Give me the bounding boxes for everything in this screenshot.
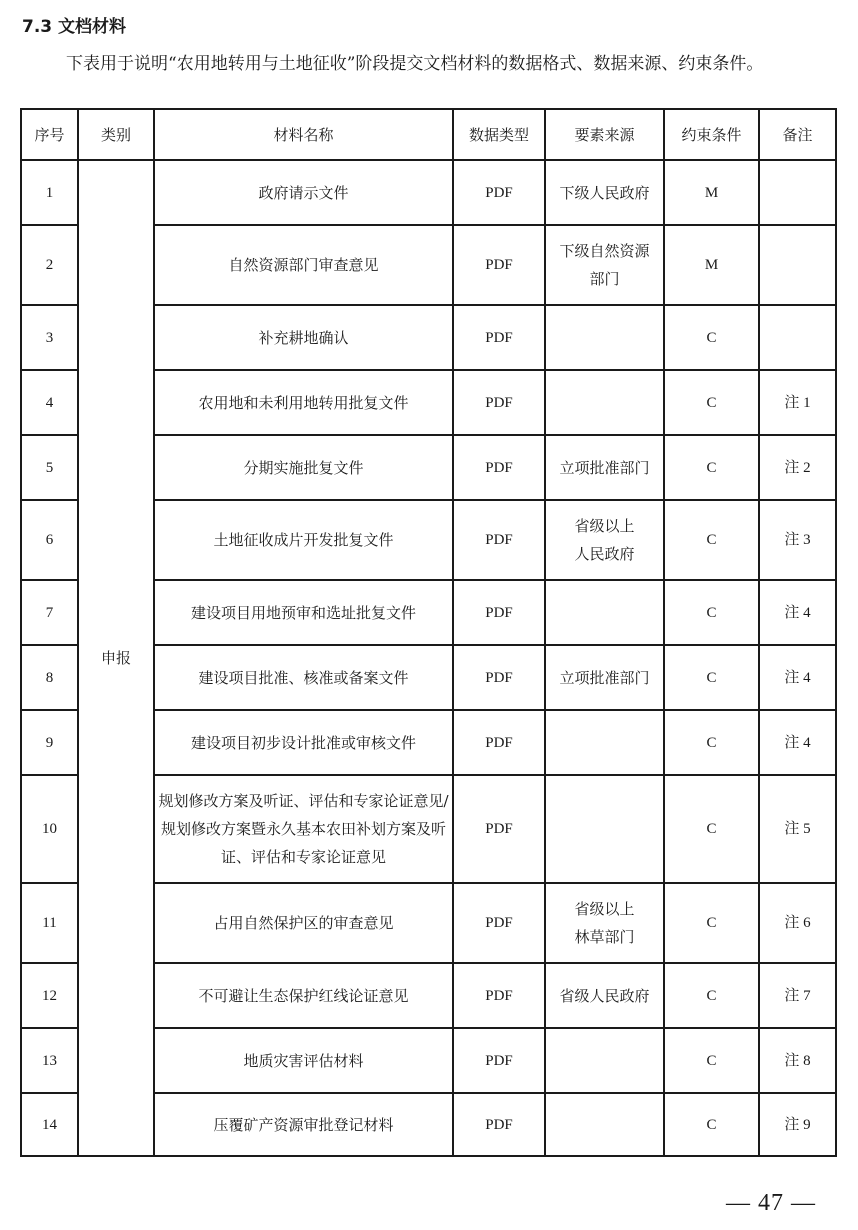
- material-name: 地质灾害评估材料: [154, 1028, 453, 1093]
- material-name: 建设项目批准、核准或备案文件: [154, 645, 453, 710]
- source: 下级自然资源部门: [545, 225, 664, 305]
- section-heading: 7.3 文档材料: [22, 17, 127, 37]
- source: 省级以上林草部门: [545, 883, 664, 963]
- note: 注 8: [759, 1028, 836, 1093]
- row-index: 5: [21, 435, 78, 500]
- note: [759, 160, 836, 225]
- material-name: 压覆矿产资源审批登记材料: [154, 1093, 453, 1156]
- material-name: 分期实施批复文件: [154, 435, 453, 500]
- source: 立项批准部门: [545, 645, 664, 710]
- data-type: PDF: [453, 435, 545, 500]
- constraint: C: [664, 580, 759, 645]
- material-name: 自然资源部门审查意见: [154, 225, 453, 305]
- material-name: 规划修改方案及听证、评估和专家论证意见/规划修改方案暨永久基本农田补划方案及听证、评估和专家论证意见: [154, 775, 453, 883]
- category-cell: 申报: [78, 160, 154, 1156]
- data-type: PDF: [453, 775, 545, 883]
- data-type: PDF: [453, 580, 545, 645]
- note: 注 6: [759, 883, 836, 963]
- table-row: [21, 160, 836, 225]
- source: [545, 580, 664, 645]
- note: 注 9: [759, 1093, 836, 1156]
- row-index: 4: [21, 370, 78, 435]
- document-materials-table: [20, 108, 837, 1157]
- page-number: — 47 —: [726, 1190, 816, 1216]
- row-index: 10: [21, 775, 78, 883]
- data-type: PDF: [453, 1028, 545, 1093]
- material-name: 建设项目用地预审和选址批复文件: [154, 580, 453, 645]
- constraint: C: [664, 500, 759, 580]
- material-name: 建设项目初步设计批准或审核文件: [154, 710, 453, 775]
- source: [545, 710, 664, 775]
- data-type: PDF: [453, 500, 545, 580]
- header-material-name: 材料名称: [154, 109, 453, 160]
- constraint: C: [664, 435, 759, 500]
- source: 省级以上人民政府: [545, 500, 664, 580]
- row-index: 6: [21, 500, 78, 580]
- source: [545, 370, 664, 435]
- constraint: C: [664, 883, 759, 963]
- row-index: 2: [21, 225, 78, 305]
- source: 下级人民政府: [545, 160, 664, 225]
- row-index: 9: [21, 710, 78, 775]
- constraint: C: [664, 710, 759, 775]
- material-name: 占用自然保护区的审查意见: [154, 883, 453, 963]
- constraint: C: [664, 775, 759, 883]
- header-data-type: 数据类型: [453, 109, 545, 160]
- intro-paragraph: 下表用于说明“农用地转用与土地征收”阶段提交文档材料的数据格式、数据来源、约束条件。: [66, 54, 764, 74]
- data-type: PDF: [453, 305, 545, 370]
- data-type: PDF: [453, 963, 545, 1028]
- note: 注 5: [759, 775, 836, 883]
- source: [545, 1093, 664, 1156]
- row-index: 12: [21, 963, 78, 1028]
- note: [759, 225, 836, 305]
- source: 立项批准部门: [545, 435, 664, 500]
- data-type: PDF: [453, 225, 545, 305]
- note: 注 4: [759, 645, 836, 710]
- header-note: 备注: [759, 109, 836, 160]
- source: [545, 305, 664, 370]
- header-category: 类别: [78, 109, 154, 160]
- data-type: PDF: [453, 370, 545, 435]
- constraint: C: [664, 963, 759, 1028]
- header-index: 序号: [21, 109, 78, 160]
- header-constraint: 约束条件: [664, 109, 759, 160]
- row-index: 13: [21, 1028, 78, 1093]
- row-index: 7: [21, 580, 78, 645]
- note: 注 4: [759, 580, 836, 645]
- header-source: 要素来源: [545, 109, 664, 160]
- constraint: C: [664, 370, 759, 435]
- note: 注 7: [759, 963, 836, 1028]
- note: [759, 305, 836, 370]
- constraint: M: [664, 225, 759, 305]
- data-type: PDF: [453, 883, 545, 963]
- data-type: PDF: [453, 1093, 545, 1156]
- row-index: 14: [21, 1093, 78, 1156]
- material-name: 农用地和未利用地转用批复文件: [154, 370, 453, 435]
- constraint: C: [664, 305, 759, 370]
- data-type: PDF: [453, 710, 545, 775]
- row-index: 11: [21, 883, 78, 963]
- row-index: 3: [21, 305, 78, 370]
- data-type: PDF: [453, 160, 545, 225]
- constraint: M: [664, 160, 759, 225]
- note: 注 3: [759, 500, 836, 580]
- material-name: 土地征收成片开发批复文件: [154, 500, 453, 580]
- material-name: 补充耕地确认: [154, 305, 453, 370]
- note: 注 2: [759, 435, 836, 500]
- table-header-row: [21, 109, 836, 160]
- note: 注 1: [759, 370, 836, 435]
- constraint: C: [664, 1093, 759, 1156]
- constraint: C: [664, 1028, 759, 1093]
- material-name: 政府请示文件: [154, 160, 453, 225]
- source: 省级人民政府: [545, 963, 664, 1028]
- constraint: C: [664, 645, 759, 710]
- row-index: 8: [21, 645, 78, 710]
- source: [545, 1028, 664, 1093]
- source: [545, 775, 664, 883]
- material-name: 不可避让生态保护红线论证意见: [154, 963, 453, 1028]
- note: 注 4: [759, 710, 836, 775]
- data-type: PDF: [453, 645, 545, 710]
- row-index: 1: [21, 160, 78, 225]
